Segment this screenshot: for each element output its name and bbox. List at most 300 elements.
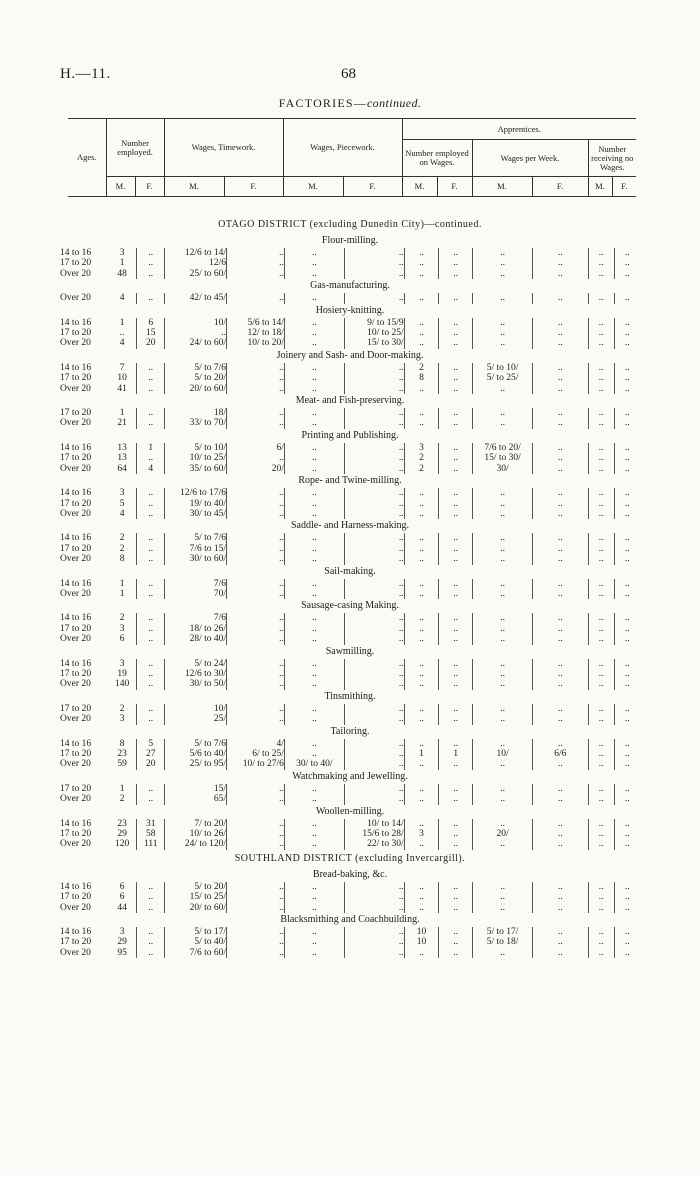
header-f: F. <box>437 177 472 197</box>
value-cell: .. <box>439 784 473 794</box>
value-cell: .. <box>137 892 165 902</box>
value-cell: .. <box>533 759 589 769</box>
value-cell: .. <box>227 248 285 258</box>
value-cell: .. <box>404 784 439 794</box>
value-cell: .. <box>404 903 439 913</box>
value-cell: .. <box>227 882 285 892</box>
value-cell: 6 <box>108 882 137 892</box>
value-cell: .. <box>137 669 165 679</box>
table-row <box>60 839 640 849</box>
value-cell: .. <box>227 589 285 599</box>
value-cell: .. <box>533 613 589 623</box>
value-cell: .. <box>473 248 533 258</box>
value-cell: .. <box>624 453 630 464</box>
value-cell: 29 <box>108 829 137 839</box>
value-cell: .. <box>533 659 589 669</box>
value-cell: 5/6 to 40/ <box>165 749 227 759</box>
value-cell: .. <box>284 443 344 453</box>
value-cell: 140 <box>108 679 137 689</box>
value-cell: .. <box>284 948 344 958</box>
value-cell: .. <box>344 882 404 892</box>
value-cell: 3 <box>108 248 137 258</box>
value-cell: 7/6 to 20/ <box>473 443 533 453</box>
value-cell: 2 <box>404 363 439 373</box>
value-cell: .. <box>284 554 344 564</box>
value-cell: 7/6 to 60/ <box>165 948 227 958</box>
header-f: F. <box>343 177 402 197</box>
table-row <box>60 749 640 759</box>
value-cell: .. <box>624 937 630 948</box>
value-cell: .. <box>533 544 589 554</box>
age-cell: 17 to 20 <box>60 453 92 464</box>
value-cell: .. <box>473 882 533 892</box>
header-m: M. <box>402 177 437 197</box>
header-m: M. <box>164 177 224 197</box>
value-cell: .. <box>404 554 439 564</box>
value-cell: .. <box>588 328 614 338</box>
value-cell: 2 <box>108 794 137 804</box>
value-cell: .. <box>227 669 285 679</box>
table-row <box>60 499 640 509</box>
value-cell: 10/ to 14/ <box>344 819 404 829</box>
value-cell: .. <box>137 418 165 428</box>
value-cell: .. <box>439 739 473 749</box>
table-row <box>60 464 640 474</box>
value-cell: 3 <box>108 659 137 669</box>
value-cell: .. <box>227 384 285 394</box>
value-cell: .. <box>588 948 614 958</box>
value-cell: .. <box>588 892 614 902</box>
header-m: M. <box>283 177 343 197</box>
industry-heading: Sail-making. <box>324 565 376 577</box>
value-cell: .. <box>227 544 285 554</box>
value-cell: .. <box>404 739 439 749</box>
value-cell: .. <box>588 488 614 498</box>
value-cell: .. <box>137 903 165 913</box>
value-cell: .. <box>137 544 165 554</box>
value-cell: 41 <box>108 384 137 394</box>
value-cell: .. <box>473 488 533 498</box>
table-row <box>60 739 640 749</box>
industry-heading: Bread-baking, &c. <box>312 868 388 880</box>
value-cell: .. <box>284 408 344 418</box>
value-cell: .. <box>344 443 404 453</box>
table-row <box>60 318 640 328</box>
value-cell: .. <box>588 794 614 804</box>
value-cell: .. <box>227 714 285 724</box>
value-cell: .. <box>624 881 630 892</box>
value-cell: .. <box>284 589 344 599</box>
value-cell: .. <box>533 903 589 913</box>
value-cell: .. <box>439 613 473 623</box>
value-cell: 20/ to 60/ <box>165 903 227 913</box>
value-cell: .. <box>344 408 404 418</box>
value-cell: .. <box>137 579 165 589</box>
value-cell: .. <box>137 679 165 689</box>
value-cell: 5/ to 40/ <box>165 937 227 947</box>
value-cell: .. <box>344 624 404 634</box>
value-cell: .. <box>344 704 404 714</box>
value-cell: .. <box>473 318 533 328</box>
value-cell: 42/ to 45/ <box>165 293 227 303</box>
value-cell: 18/ to 26/ <box>165 624 227 634</box>
value-cell: .. <box>344 293 404 303</box>
value-cell: .. <box>137 714 165 724</box>
value-cell: .. <box>624 578 630 589</box>
value-cell: .. <box>624 268 630 279</box>
value-cell: .. <box>344 714 404 724</box>
value-cell: .. <box>404 384 439 394</box>
age-cell: 17 to 20 <box>60 783 92 794</box>
value-cell: .. <box>344 613 404 623</box>
value-cell: .. <box>533 634 589 644</box>
age-cell: Over 20 <box>60 338 91 349</box>
age-cell: Over 20 <box>60 463 91 474</box>
industry-heading-row <box>60 304 640 318</box>
value-cell: .. <box>588 613 614 623</box>
value-cell: .. <box>439 248 473 258</box>
age-cell: Over 20 <box>60 634 91 645</box>
value-cell: .. <box>624 714 630 725</box>
value-cell: .. <box>473 384 533 394</box>
value-cell: .. <box>137 634 165 644</box>
value-cell: .. <box>227 269 285 279</box>
value-cell: 5/ to 10/ <box>165 443 227 453</box>
value-cell: 4/ <box>227 739 285 749</box>
value-cell: .. <box>227 659 285 669</box>
value-cell: .. <box>439 258 473 268</box>
value-cell: 111 <box>137 839 165 849</box>
value-cell: .. <box>404 408 439 418</box>
value-cell: .. <box>344 749 404 759</box>
value-cell: .. <box>473 328 533 338</box>
value-cell: .. <box>624 543 630 554</box>
table-row <box>60 544 640 554</box>
value-cell: .. <box>137 882 165 892</box>
value-cell: .. <box>404 533 439 543</box>
value-cell: .. <box>227 533 285 543</box>
value-cell: .. <box>588 258 614 268</box>
value-cell: .. <box>439 293 473 303</box>
value-cell: .. <box>284 248 344 258</box>
value-cell: .. <box>624 829 630 840</box>
value-cell: 12/6 <box>165 258 227 268</box>
value-cell: 2 <box>404 453 439 463</box>
age-cell: Over 20 <box>60 794 91 805</box>
value-cell: .. <box>284 533 344 543</box>
value-cell: .. <box>624 738 630 749</box>
table-row <box>60 408 640 418</box>
industry-heading-row <box>60 690 640 704</box>
value-cell: 13 <box>108 453 137 463</box>
value-cell: .. <box>473 739 533 749</box>
value-cell: .. <box>533 293 589 303</box>
age-cell: 14 to 16 <box>60 442 92 453</box>
header-app-no-wages: Number receiving no Wages. <box>588 140 636 177</box>
age-cell: 14 to 16 <box>60 362 92 373</box>
value-cell: .. <box>624 533 630 544</box>
value-cell: 6/6 <box>533 749 589 759</box>
value-cell: .. <box>473 784 533 794</box>
value-cell: .. <box>404 819 439 829</box>
value-cell: .. <box>473 903 533 913</box>
value-cell: 24/ to 60/ <box>165 338 227 348</box>
value-cell: .. <box>227 624 285 634</box>
age-cell: Over 20 <box>60 418 91 429</box>
value-cell: .. <box>137 784 165 794</box>
age-cell: 14 to 16 <box>60 881 92 892</box>
value-cell: 6/ <box>227 443 285 453</box>
value-cell: .. <box>588 338 614 348</box>
value-cell: .. <box>439 579 473 589</box>
table-row <box>60 784 640 794</box>
value-cell: 23 <box>108 819 137 829</box>
value-cell: 4 <box>108 509 137 519</box>
value-cell: .. <box>137 363 165 373</box>
value-cell: .. <box>533 624 589 634</box>
value-cell: .. <box>284 903 344 913</box>
value-cell: 5/ to 7/6 <box>165 533 227 543</box>
value-cell: 31 <box>137 819 165 829</box>
industry-heading: Gas-manufacturing. <box>310 280 390 292</box>
table-row <box>60 363 640 373</box>
value-cell: .. <box>624 554 630 565</box>
value-cell: 5/ to 17/ <box>473 927 533 937</box>
value-cell: .. <box>344 384 404 394</box>
value-cell: .. <box>227 704 285 714</box>
value-cell: .. <box>439 927 473 937</box>
value-cell: .. <box>344 248 404 258</box>
value-cell: .. <box>588 624 614 634</box>
age-cell: 14 to 16 <box>60 317 92 328</box>
value-cell: .. <box>439 269 473 279</box>
value-cell: .. <box>227 927 285 937</box>
value-cell: .. <box>473 679 533 689</box>
table-row <box>60 659 640 669</box>
value-cell: .. <box>284 739 344 749</box>
value-cell: .. <box>344 784 404 794</box>
value-cell: .. <box>404 248 439 258</box>
value-cell: .. <box>227 819 285 829</box>
value-cell: .. <box>588 384 614 394</box>
value-cell: .. <box>588 589 614 599</box>
value-cell: .. <box>284 634 344 644</box>
value-cell: .. <box>137 554 165 564</box>
value-cell: .. <box>404 634 439 644</box>
value-cell: .. <box>284 704 344 714</box>
value-cell: .. <box>473 624 533 634</box>
value-cell: .. <box>227 784 285 794</box>
value-cell: 1 <box>439 749 473 759</box>
table-row <box>60 624 640 634</box>
value-cell: .. <box>588 499 614 509</box>
value-cell: 15 <box>137 328 165 338</box>
header-app-wages-per-week: Wages per Week. <box>472 140 588 177</box>
value-cell: .. <box>533 248 589 258</box>
value-cell: .. <box>473 634 533 644</box>
value-cell: .. <box>137 659 165 669</box>
value-cell: 5 <box>137 739 165 749</box>
value-cell: .. <box>404 579 439 589</box>
value-cell: .. <box>344 453 404 463</box>
value-cell: .. <box>137 613 165 623</box>
value-cell: .. <box>624 293 630 304</box>
value-cell: .. <box>473 759 533 769</box>
age-cell: Over 20 <box>60 588 91 599</box>
age-cell: Over 20 <box>60 759 91 770</box>
industry-heading-row <box>60 234 640 248</box>
value-cell: 8 <box>108 554 137 564</box>
value-cell: .. <box>588 363 614 373</box>
value-cell: .. <box>533 533 589 543</box>
value-cell: .. <box>344 739 404 749</box>
value-cell: .. <box>624 927 630 938</box>
table-row <box>60 338 640 348</box>
value-cell: 5/ to 24/ <box>165 659 227 669</box>
value-cell: .. <box>439 819 473 829</box>
value-cell: .. <box>404 704 439 714</box>
value-cell: .. <box>624 749 630 759</box>
value-cell: .. <box>533 509 589 519</box>
table-row <box>60 589 640 599</box>
value-cell: .. <box>588 464 614 474</box>
value-cell: .. <box>624 488 630 499</box>
table-row <box>60 418 640 428</box>
value-cell: .. <box>284 384 344 394</box>
value-cell: 1 <box>108 784 137 794</box>
value-cell: 19/ to 40/ <box>165 499 227 509</box>
value-cell: .. <box>624 794 630 805</box>
header-app-number-employed: Number employed on Wages. <box>402 140 472 177</box>
age-cell: 17 to 20 <box>60 408 92 419</box>
value-cell: .. <box>284 679 344 689</box>
value-cell: 20/ <box>473 829 533 839</box>
header-wages-timework: Wages, Timework. <box>164 119 283 177</box>
value-cell: .. <box>284 819 344 829</box>
value-cell: .. <box>227 499 285 509</box>
table-row <box>60 634 640 644</box>
value-cell: .. <box>588 533 614 543</box>
value-cell: .. <box>284 829 344 839</box>
value-cell: .. <box>473 579 533 589</box>
value-cell: .. <box>624 328 630 339</box>
value-cell: .. <box>227 453 285 463</box>
value-cell: .. <box>344 903 404 913</box>
value-cell: .. <box>533 318 589 328</box>
value-cell: .. <box>284 328 344 338</box>
value-cell: 21 <box>108 418 137 428</box>
district-heading: SOUTHLAND DISTRICT (excluding Invercargill). <box>234 852 466 864</box>
value-cell: .. <box>533 948 589 958</box>
value-cell: 20/ <box>227 464 285 474</box>
value-cell: .. <box>227 408 285 418</box>
value-cell: .. <box>473 704 533 714</box>
value-cell: .. <box>284 624 344 634</box>
table-row <box>60 903 640 913</box>
value-cell: .. <box>137 794 165 804</box>
value-cell: .. <box>473 892 533 902</box>
value-cell: .. <box>344 589 404 599</box>
value-cell: .. <box>533 258 589 268</box>
value-cell: .. <box>473 269 533 279</box>
value-cell: .. <box>284 338 344 348</box>
value-cell: .. <box>533 443 589 453</box>
value-cell: .. <box>344 258 404 268</box>
value-cell: .. <box>588 759 614 769</box>
value-cell: .. <box>284 258 344 268</box>
value-cell: 2 <box>108 533 137 543</box>
value-cell: .. <box>439 948 473 958</box>
value-cell: .. <box>473 714 533 724</box>
industry-heading-row <box>60 805 640 819</box>
age-cell: 17 to 20 <box>60 258 92 269</box>
value-cell: .. <box>227 579 285 589</box>
value-cell: .. <box>137 293 165 303</box>
value-cell: .. <box>284 509 344 519</box>
value-cell: .. <box>588 659 614 669</box>
value-cell: .. <box>439 338 473 348</box>
value-cell: .. <box>227 634 285 644</box>
value-cell: .. <box>624 839 630 850</box>
value-cell: .. <box>533 829 589 839</box>
value-cell: 3 <box>108 714 137 724</box>
value-cell: .. <box>588 714 614 724</box>
value-cell: 28/ to 40/ <box>165 634 227 644</box>
value-cell: 15/ <box>165 784 227 794</box>
value-cell: .. <box>533 819 589 829</box>
industry-heading-row <box>60 565 640 579</box>
industry-heading: Saddle- and Harness-making. <box>290 520 410 532</box>
value-cell: 30/ to 40/ <box>284 759 344 769</box>
value-cell: 10/ to 25/ <box>344 328 404 338</box>
value-cell: .. <box>624 634 630 645</box>
value-cell: .. <box>588 408 614 418</box>
value-cell: .. <box>227 892 285 902</box>
value-cell: .. <box>137 384 165 394</box>
value-cell: .. <box>284 464 344 474</box>
value-cell: .. <box>404 293 439 303</box>
header-f: F. <box>224 177 283 197</box>
value-cell: 1 <box>404 749 439 759</box>
value-cell: 2 <box>404 464 439 474</box>
value-cell: 2 <box>108 704 137 714</box>
value-cell: .. <box>404 839 439 849</box>
value-cell: .. <box>344 533 404 543</box>
value-cell: .. <box>404 499 439 509</box>
age-cell: 14 to 16 <box>60 738 92 749</box>
value-cell: 9/ to 15/9 <box>344 318 404 328</box>
value-cell: 1 <box>108 589 137 599</box>
industry-heading: Tailoring. <box>330 725 370 737</box>
age-cell: 17 to 20 <box>60 328 92 339</box>
age-cell: 17 to 20 <box>60 892 92 903</box>
value-cell: 22/ to 30/ <box>344 839 404 849</box>
value-cell: 65/ <box>165 794 227 804</box>
value-cell: .. <box>473 418 533 428</box>
value-cell: 5/ to 20/ <box>165 373 227 383</box>
value-cell: 6 <box>108 892 137 902</box>
value-cell: .. <box>137 258 165 268</box>
value-cell: .. <box>439 714 473 724</box>
value-cell: 19 <box>108 669 137 679</box>
value-cell: .. <box>473 554 533 564</box>
age-cell: 14 to 16 <box>60 488 92 499</box>
value-cell: 6 <box>137 318 165 328</box>
value-cell: .. <box>588 829 614 839</box>
value-cell: .. <box>404 669 439 679</box>
value-cell: .. <box>533 418 589 428</box>
age-cell: Over 20 <box>60 679 91 690</box>
